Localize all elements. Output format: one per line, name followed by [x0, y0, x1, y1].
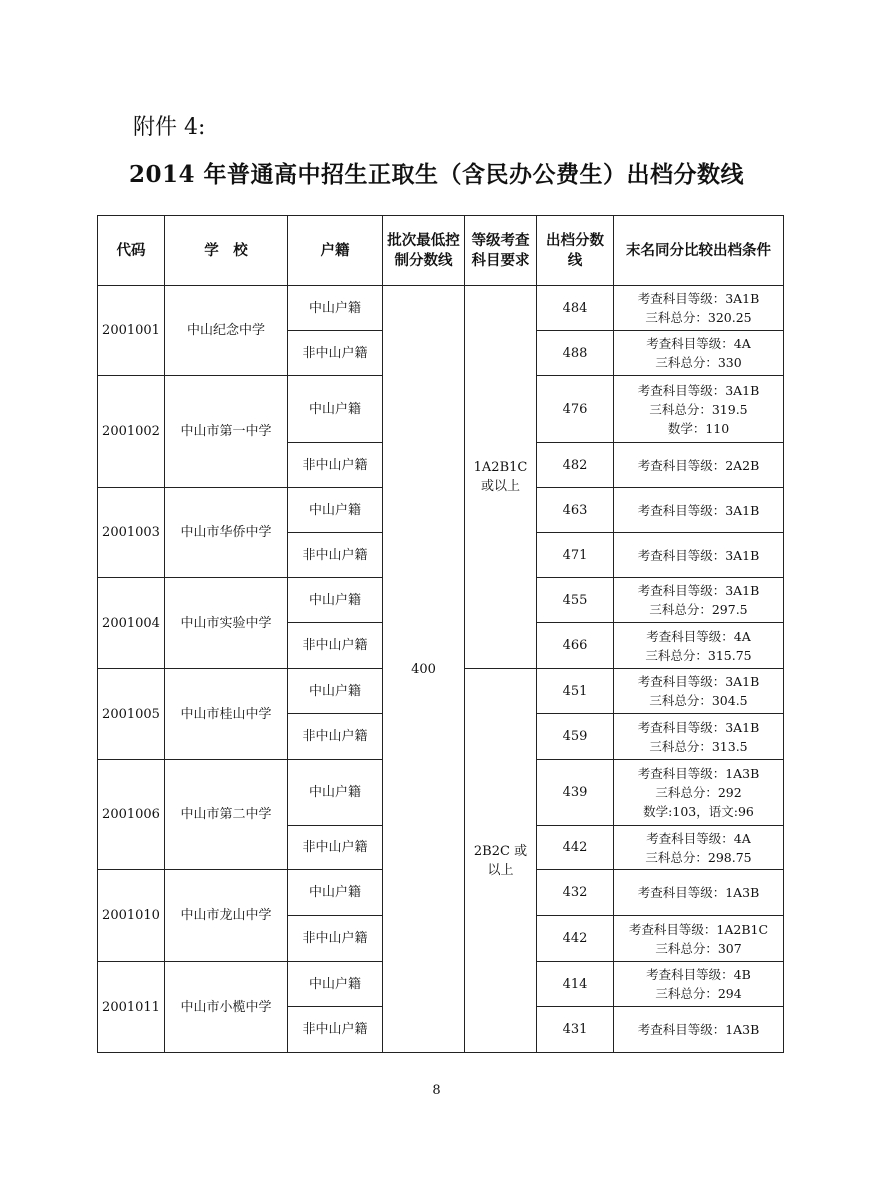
tiebreak-condition [614, 331, 784, 376]
hukou-type: 非中山户籍 [288, 443, 383, 488]
tiebreak-condition [614, 669, 784, 714]
entry-score: 431 [537, 1007, 614, 1053]
entry-score: 482 [537, 443, 614, 488]
condition-line: 数学:103，语文:96 [643, 804, 754, 819]
condition-line: 考查科目等级：3A1B [637, 583, 760, 598]
tiebreak-condition [614, 870, 784, 916]
tiebreak-condition [614, 376, 784, 443]
school-code: 2001010 [98, 870, 165, 962]
condition-line: 三科总分：297.5 [649, 602, 748, 617]
score-table [97, 215, 784, 1053]
condition-line: 三科总分：294 [655, 986, 742, 1001]
condition-line: 考查科目等级：3A1B [637, 719, 760, 735]
condition-line: 三科总分：320.25 [645, 310, 752, 325]
table-row [98, 286, 784, 331]
hukou-type: 非中山户籍 [288, 331, 383, 376]
school-code: 2001001 [98, 286, 165, 376]
tiebreak-condition [614, 443, 784, 488]
entry-score: 459 [537, 714, 614, 760]
header-batch-min: 批次最低控制分数线 [383, 216, 465, 286]
condition-line: 考查科目等级：3A1B [637, 382, 760, 398]
condition-line: 考查科目等级：2A2B [637, 457, 760, 473]
hukou-type: 非中山户籍 [288, 916, 383, 962]
school-name: 中山市桂山中学 [165, 669, 288, 760]
hukou-type: 中山户籍 [288, 376, 383, 443]
attachment-label: 附件 4: [133, 115, 206, 140]
entry-score: 442 [537, 826, 614, 870]
school-name: 中山纪念中学 [165, 286, 288, 376]
entry-score: 455 [537, 578, 614, 623]
school-name: 中山市第一中学 [165, 376, 288, 488]
school-code: 2001006 [98, 760, 165, 870]
condition-line: 三科总分：315.75 [645, 647, 752, 663]
tiebreak-condition [614, 1007, 784, 1053]
tiebreak-condition [614, 286, 784, 331]
entry-score: 442 [537, 916, 614, 962]
school-name: 中山市小榄中学 [165, 962, 288, 1053]
header-code: 代码 [98, 216, 165, 286]
hukou-type: 非中山户籍 [288, 623, 383, 669]
entry-score: 488 [537, 331, 614, 376]
header-school: 学 校 [165, 216, 288, 286]
condition-line: 三科总分：330 [655, 355, 742, 370]
hukou-type: 非中山户籍 [288, 533, 383, 578]
school-name: 中山市第二中学 [165, 760, 288, 870]
condition-line: 考查科目等级：4A [646, 830, 751, 846]
condition-line: 考查科目等级：4B [646, 967, 751, 982]
tiebreak-condition [614, 623, 784, 669]
school-code: 2001005 [98, 669, 165, 760]
entry-score: 414 [537, 962, 614, 1007]
batch-min-score: 400 [383, 286, 465, 1053]
header-hukou: 户籍 [288, 216, 383, 286]
hukou-type: 中山户籍 [288, 488, 383, 533]
school-code: 2001002 [98, 376, 165, 488]
school-code: 2001011 [98, 962, 165, 1053]
entry-score: 463 [537, 488, 614, 533]
tiebreak-condition [614, 826, 784, 870]
page-number: 8 [432, 1083, 441, 1098]
entry-score: 484 [537, 286, 614, 331]
condition-line: 考查科目等级：3A1B [637, 502, 760, 518]
tiebreak-condition [614, 488, 784, 533]
condition-line: 三科总分：304.5 [649, 693, 748, 708]
header-score: 出档分数线 [537, 216, 614, 286]
condition-line: 三科总分：307 [655, 940, 742, 956]
hukou-type: 中山户籍 [288, 286, 383, 331]
grade-requirement: 2B2C 或以上 [465, 669, 537, 1053]
tiebreak-condition [614, 916, 784, 962]
table-body [98, 286, 784, 1053]
school-code: 2001003 [98, 488, 165, 578]
condition-line: 三科总分：319.5 [649, 401, 748, 417]
school-code: 2001004 [98, 578, 165, 669]
entry-score: 439 [537, 760, 614, 826]
entry-score: 476 [537, 376, 614, 443]
tiebreak-condition [614, 714, 784, 760]
hukou-type: 中山户籍 [288, 669, 383, 714]
condition-line: 三科总分：292 [655, 785, 742, 800]
condition-line: 数学：110 [667, 420, 730, 436]
entry-score: 466 [537, 623, 614, 669]
entry-score: 432 [537, 870, 614, 916]
condition-line: 考查科目等级：1A2B1C [628, 921, 769, 937]
condition-line: 考查科目等级：1A3B [637, 1022, 760, 1037]
school-name: 中山市龙山中学 [165, 870, 288, 962]
tiebreak-condition [614, 533, 784, 578]
condition-line: 考查科目等级：3A1B [637, 547, 760, 563]
hukou-type: 中山户籍 [288, 870, 383, 916]
hukou-type: 非中山户籍 [288, 1007, 383, 1053]
condition-line: 考查科目等级：3A1B [637, 674, 760, 689]
hukou-type: 非中山户籍 [288, 826, 383, 870]
grade-requirement: 1A2B1C或以上 [465, 286, 537, 669]
condition-line: 三科总分：298.75 [645, 849, 752, 865]
header-row [98, 216, 784, 286]
tiebreak-condition [614, 962, 784, 1007]
condition-line: 考查科目等级：1A3B [637, 885, 760, 900]
header-tiebreak: 末名同分比较出档条件 [614, 216, 784, 286]
entry-score: 471 [537, 533, 614, 578]
hukou-type: 非中山户籍 [288, 714, 383, 760]
condition-line: 三科总分：313.5 [649, 738, 748, 754]
hukou-type: 中山户籍 [288, 578, 383, 623]
tiebreak-condition [614, 760, 784, 826]
hukou-type: 中山户籍 [288, 760, 383, 826]
document-title: 2014 年普通高中招生正取生（含民办公费生）出档分数线 [128, 161, 745, 188]
entry-score: 451 [537, 669, 614, 714]
condition-line: 考查科目等级：3A1B [637, 291, 760, 306]
school-name: 中山市华侨中学 [165, 488, 288, 578]
header-grade-req: 等级考查科目要求 [465, 216, 537, 286]
hukou-type: 中山户籍 [288, 962, 383, 1007]
condition-line: 考查科目等级：1A3B [637, 766, 760, 781]
school-name: 中山市实验中学 [165, 578, 288, 669]
condition-line: 考查科目等级：4A [646, 628, 751, 644]
tiebreak-condition [614, 578, 784, 623]
condition-line: 考查科目等级：4A [646, 336, 751, 351]
